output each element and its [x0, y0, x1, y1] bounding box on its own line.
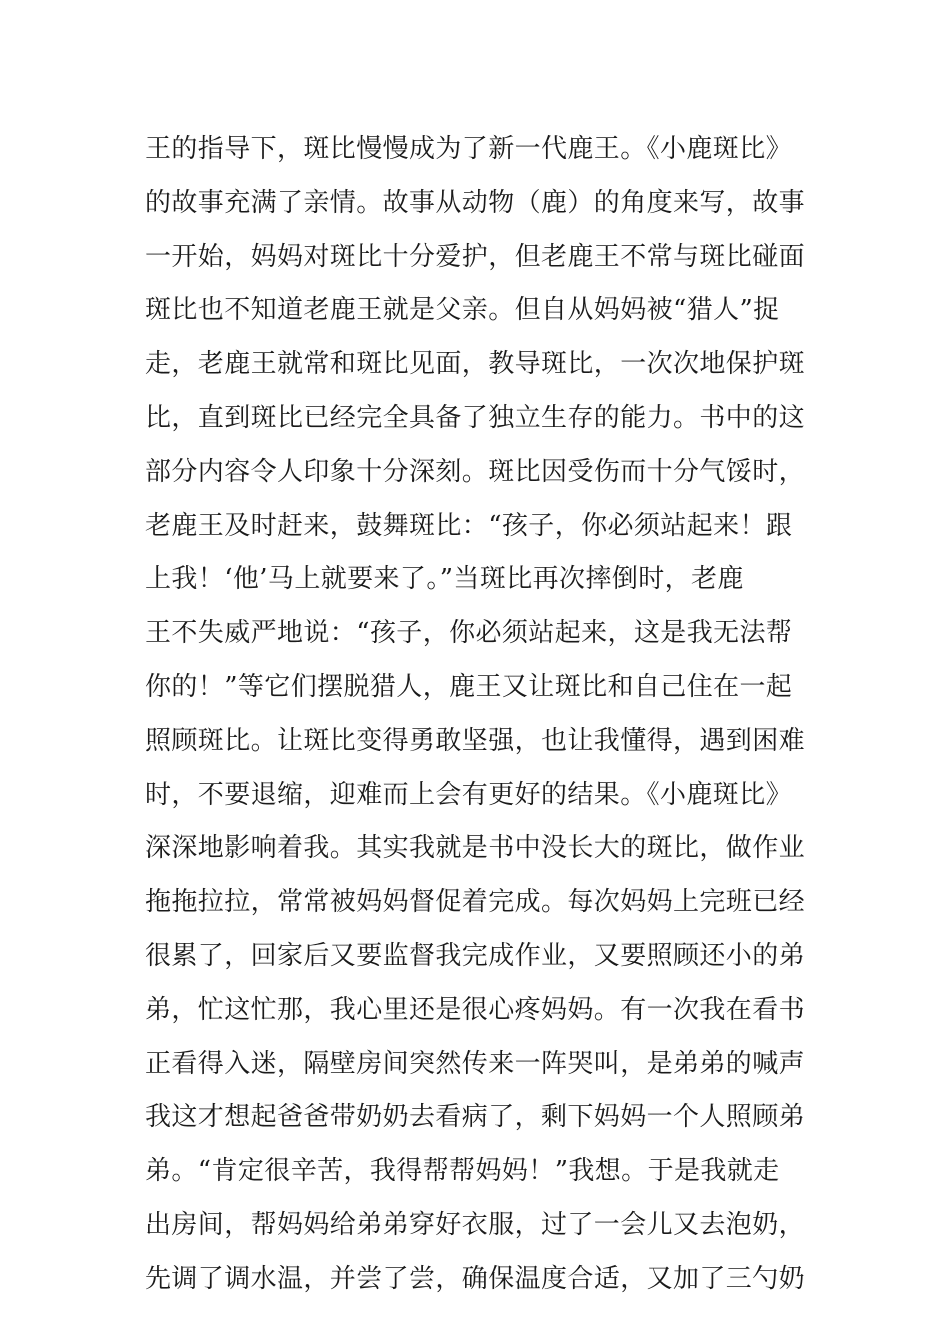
text-line: 我这才想起爸爸带奶奶去看病了，剩下妈妈一个人照顾弟	[145, 1102, 806, 1133]
text-line: 弟。“肯定很辛苦，我得帮帮妈妈！”我想。于是我就走	[145, 1156, 780, 1187]
text-line: 出房间，帮妈妈给弟弟穿好衣服，过了一会儿又去泡奶，	[145, 1209, 806, 1240]
text-line: 走，老鹿王就常和斑比见面，教导斑比，一次次地保护斑	[145, 349, 806, 380]
text-line: 正看得入迷，隔壁房间突然传来一阵哭叫，是弟弟的喊声	[145, 1048, 806, 1079]
text-line: 照顾斑比。让斑比变得勇敢坚强，也让我懂得，遇到困难	[145, 725, 806, 756]
text-line: 拖拖拉拉，常常被妈妈督促着完成。每次妈妈上完班已经	[145, 887, 806, 918]
text-line: 的故事充满了亲情。故事从动物（鹿）的角度来写，故事	[145, 187, 806, 218]
text-line: 老鹿王及时赶来，鼓舞斑比：“孩子，你必须站起来！跟	[145, 510, 793, 541]
text-line: 上我！‘他’马上就要来了。”当斑比再次摔倒时，老鹿	[145, 564, 744, 595]
text-line: 王不失威严地说：“孩子，你必须站起来，这是我无法帮	[145, 618, 793, 649]
text-line: 先调了调水温，并尝了尝，确保温度合适，又加了三勺奶	[145, 1263, 806, 1294]
text-line: 王的指导下，斑比慢慢成为了新一代鹿王。《小鹿斑比》	[145, 134, 793, 164]
text-line: 弟，忙这忙那，我心里还是很心疼妈妈。有一次我在看书	[145, 994, 806, 1025]
body-text	[145, 123, 815, 1307]
text-line: 你的！”等它们摆脱猎人，鹿王又让斑比和自己住在一起	[145, 671, 793, 702]
text-line: 部分内容令人印象十分深刻。斑比因受伤而十分气馁时，	[145, 456, 806, 487]
text-line: 斑比也不知道老鹿王就是父亲。但自从妈妈被“猎人”捉	[145, 295, 780, 326]
text-line: 深深地影响着我。其实我就是书中没长大的斑比，做作业	[145, 833, 806, 864]
text-line: 很累了，回家后又要监督我完成作业，又要照顾还小的弟	[145, 940, 806, 971]
text-line: 时，不要退缩，迎难而上会有更好的结果。《小鹿斑比》	[145, 779, 793, 810]
text-line: 比，直到斑比已经完全具备了独立生存的能力。书中的这	[145, 402, 806, 433]
text-line: 一开始，妈妈对斑比十分爱护，但老鹿王不常与斑比碰面	[145, 241, 806, 272]
